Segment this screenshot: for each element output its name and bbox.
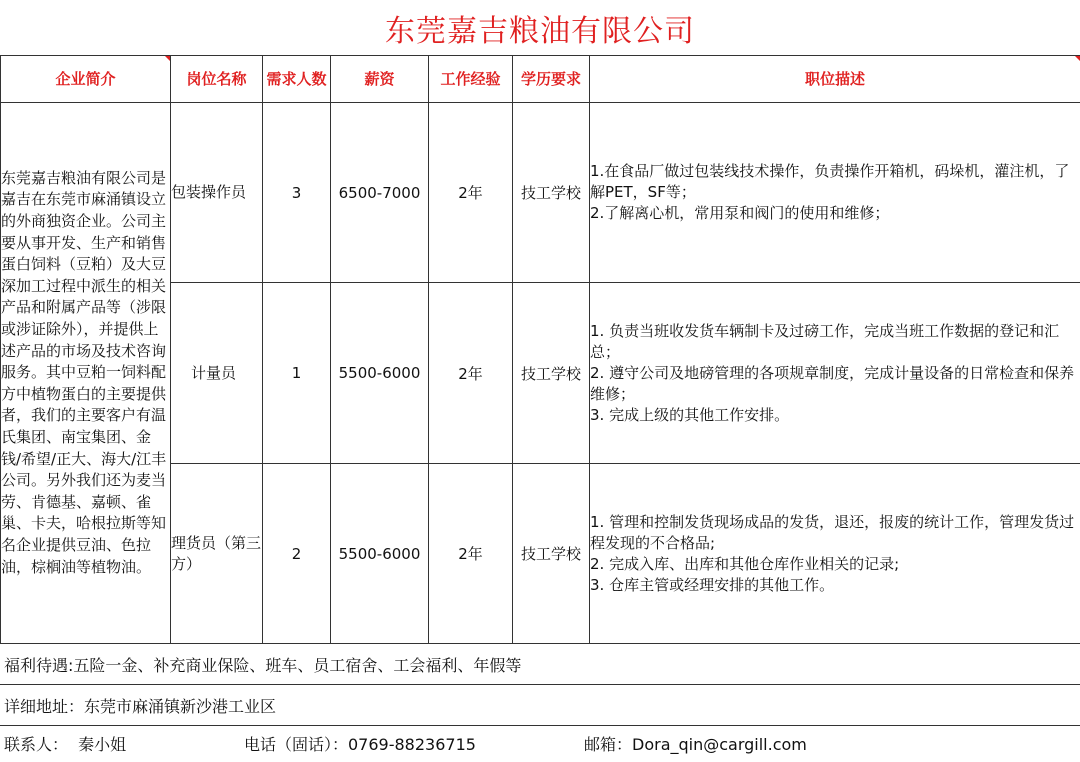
company-intro: 东莞嘉吉粮油有限公司是嘉吉在东莞市麻涌镇设立的外商独资企业。公司主要从事开发、生产和销售蛋白饲料（豆粕）及大豆深加工过程中派生的相关产品和附属产品等（涉限或涉证除外），并提供上述产品的市场及技术咨询服务。其中豆粕一饲料配方中植物蛋白的主要提供者，我们的主要客户有温氏集团、南宝集团、金钱/希望/正大、海大/江丰公司。另外我们还为麦当劳、肯德基、嘉顿、雀巢、卡夫，哈根拉斯等知名企业提供豆油、色拉油，棕榈油等植物油。 <box>1 103 171 644</box>
job-education: 技工学校 <box>513 103 590 283</box>
table-header-row <box>1 56 1080 103</box>
comment-marker <box>1075 56 1080 61</box>
address-text: 详细地址：东莞市麻涌镇新沙港工业区 <box>4 696 277 716</box>
desc-line: 1.在食品厂做过包装线技术操作，负责操作开箱机，码垛机，灌注机，了解PET，SF等； <box>590 162 1070 201</box>
desc-line: 3. 仓库主管或经理安排的其他工作。 <box>590 575 835 594</box>
job-salary: 6500-7000 <box>331 103 429 283</box>
job-count: 2 <box>263 464 331 644</box>
desc-line: 1. 负责当班收发货车辆制卡及过磅工作，完成当班工作数据的登记和汇总； <box>590 321 1060 361</box>
desc-line: 2. 完成入库、出库和其他仓库作业相关的记录; <box>590 554 900 573</box>
job-experience: 2年 <box>429 283 513 464</box>
header-salary: 薪资 <box>331 56 429 103</box>
job-table <box>0 55 1080 644</box>
header-intro: 企业简介 <box>1 56 171 103</box>
benefits-line <box>0 644 1080 685</box>
job-position: 包装操作员 <box>171 103 263 283</box>
table-row <box>1 103 1080 283</box>
desc-line: 1. 管理和控制发货现场成品的发货，退还，报废的统计工作，管理发货过程发现的不合格品; <box>590 512 1075 552</box>
job-salary: 5500-6000 <box>331 283 429 464</box>
job-description <box>590 464 1080 644</box>
job-count: 3 <box>263 103 331 283</box>
desc-line: 3. 完成上级的其他工作安排。 <box>590 405 790 424</box>
comment-marker <box>165 56 170 61</box>
job-description <box>590 283 1080 464</box>
job-salary: 5500-6000 <box>331 464 429 644</box>
header-position: 岗位名称 <box>171 56 263 103</box>
header-count: 需求人数 <box>263 56 331 103</box>
contact-person: 联系人： 秦小姐 <box>4 734 127 754</box>
job-experience: 2年 <box>429 103 513 283</box>
desc-line: 2.了解离心机，常用泵和阀门的使用和维修； <box>590 204 890 222</box>
header-description: 职位描述 <box>590 56 1080 103</box>
header-education: 学历要求 <box>513 56 590 103</box>
job-education: 技工学校 <box>513 283 590 464</box>
benefits-text: 福利待遇:五险一金、补充商业保险、班车、员工宿舍、工会福利、年假等 <box>4 655 522 675</box>
job-education: 技工学校 <box>513 464 590 644</box>
address-line <box>0 685 1080 726</box>
contact-email: 邮箱：Dora_qin@cargill.com <box>584 734 807 754</box>
header-experience: 工作经验 <box>429 56 513 103</box>
job-position: 理货员（第三方） <box>171 464 263 644</box>
job-count: 1 <box>263 283 331 464</box>
contact-phone: 电话（固话）：0769-88236715 <box>244 734 476 754</box>
job-experience: 2年 <box>429 464 513 644</box>
desc-line: 2. 遵守公司及地磅管理的各项规章制度，完成计量设备的日常检查和保养维修； <box>590 363 1075 403</box>
page-title: 东莞嘉吉粮油有限公司 <box>385 14 695 49</box>
job-position: 计量员 <box>171 283 263 464</box>
job-description <box>590 103 1080 283</box>
contact-line <box>0 724 1080 762</box>
